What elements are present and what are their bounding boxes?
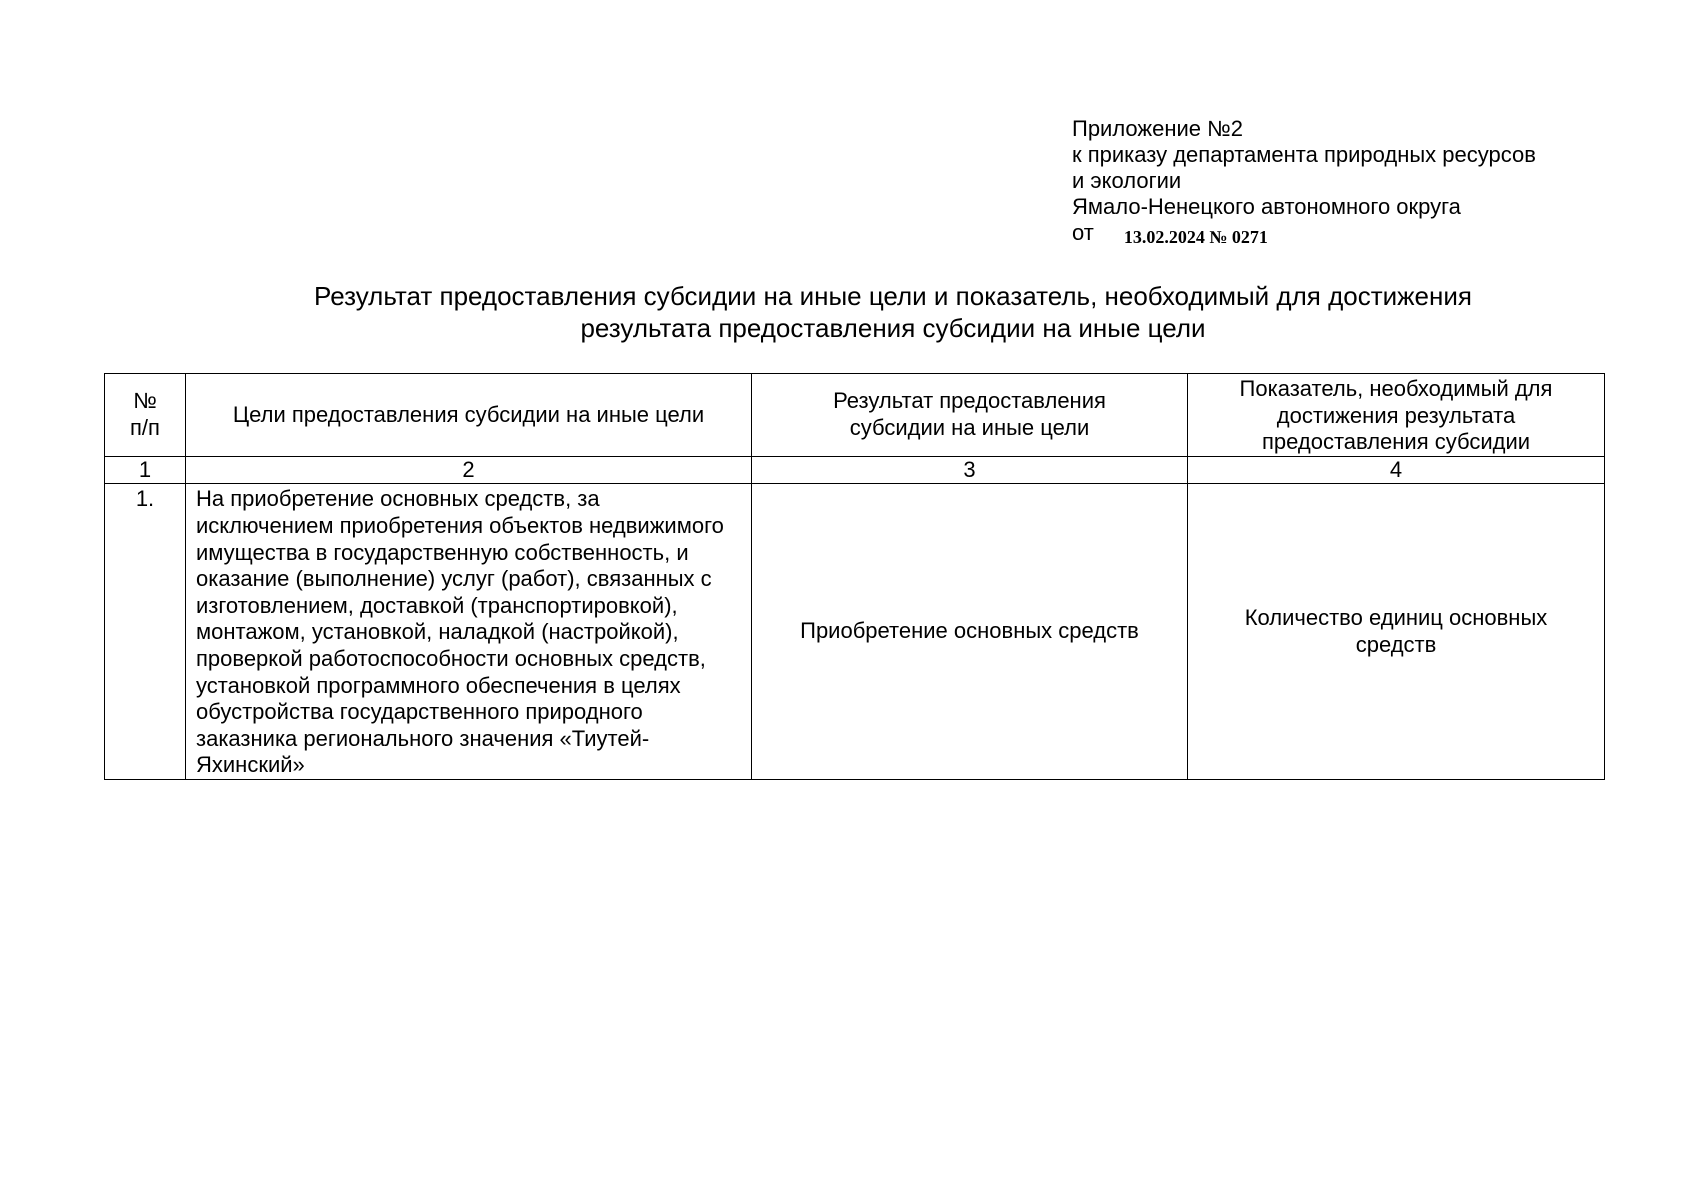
- header-num: [105, 374, 186, 457]
- column-number-4: 4: [1188, 456, 1605, 484]
- header-goals-label: Цели предоставления субсидии на иные цели: [232, 401, 705, 427]
- column-number-3: 3: [752, 456, 1188, 484]
- column-number-1: 1: [105, 456, 186, 484]
- document-title: [160, 280, 1626, 344]
- subsidy-table: [104, 373, 1605, 780]
- column-number-2: 2: [186, 456, 752, 484]
- table-row: [105, 484, 1605, 780]
- row-indicator: Количество единиц основных средств: [1188, 484, 1605, 780]
- appendix-from-label: от: [1072, 220, 1094, 245]
- appendix-order-reference: к приказу департамента природных ресурсов: [1072, 142, 1536, 167]
- row-goal: На приобретение основных средств, за исключением приобретения объектов недвижимого имущества в государственную собственность, и оказание (выполнение) услуг (работ), связанных с изготовлением, доставкой (транспортировкой), монтажом, установкой, наладкой (настройкой), проверкой работоспособности основных средств, установкой программного обеспечения в целях обустройства государственного природного заказника регионального значения «Тиутей-Яхинский»: [186, 484, 752, 780]
- row-result: Приобретение основных средств: [752, 484, 1188, 780]
- header-indicator-label: Показатель, необходимый для достижения результата предоставления субсидии: [1239, 376, 1553, 455]
- header-goals: [186, 374, 752, 457]
- document-title-line-2: результата предоставления субсидии на иные цели: [580, 313, 1206, 343]
- header-indicator: [1188, 374, 1605, 457]
- document-title-line-1: Результат предоставления субсидии на иные цели и показатель, необходимый для достижения: [314, 281, 1472, 311]
- appendix-region: Ямало-Ненецкого автономного округа: [1072, 194, 1461, 219]
- appendix-date-line: [1072, 220, 1536, 247]
- table-header-row: [105, 374, 1605, 457]
- header-num-label: № п/п: [130, 388, 160, 440]
- column-number-row: [105, 456, 1605, 484]
- order-date-number: 13.02.2024 № 0271: [1123, 227, 1268, 247]
- appendix-number: Приложение №2: [1072, 116, 1243, 141]
- row-index: 1.: [105, 484, 186, 780]
- appendix-header: [1072, 116, 1536, 247]
- header-result: [752, 374, 1188, 457]
- header-result-label: Результат предоставления субсидии на иные цели: [833, 388, 1106, 440]
- appendix-department: и экологии: [1072, 168, 1182, 193]
